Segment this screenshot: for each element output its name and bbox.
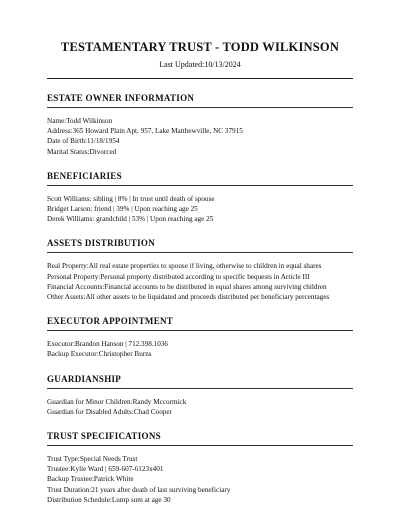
beneficiary-line: Bridget Larson: friend | 39% | Upon reaching age 25 [47, 205, 198, 214]
beneficiary-line: Scott Williams: sibling | 8% | In trust until death of spouse [47, 194, 215, 203]
asset-other: Other Assets:All other assets to be liquidated and proceeds distributed per beneficiary percentages [47, 293, 330, 302]
distribution-schedule: Distribution Schedule:Lump sum at age 30 [47, 495, 171, 504]
guardian-minor-children: Guardian for Minor Children:Randy Mccormick [47, 397, 187, 406]
guardian-disabled-adults: Guardian for Disabled Adults:Chad Cooper [47, 407, 172, 416]
section-heading: BENEFICIARIES [47, 171, 353, 186]
asset-real-property: Real Property:All real estate properties to spouse if living, otherwise to children in equal shares [47, 262, 322, 271]
section-assets-distribution [47, 238, 353, 302]
trust-duration: Trust Duration:21 years after death of last surviving beneficiary [47, 485, 231, 494]
section-estate-owner [47, 93, 353, 157]
backup-executor-line: Backup Executor:Christopher Burns [47, 350, 152, 359]
owner-address: Address:365 Howard Plain Apt. 957, Lake Matthewville, NC 37915 [47, 127, 243, 136]
section-guardianship [47, 374, 353, 417]
section-heading: GUARDIANSHIP [47, 374, 353, 389]
trustee: Trustee:Kylie Ward | 659-607-6123x401 [47, 465, 164, 474]
owner-name: Name:Todd Wilkinson [47, 117, 113, 125]
section-heading: EXECUTOR APPOINTMENT [47, 316, 353, 331]
section-heading: ASSETS DISTRIBUTION [47, 238, 353, 253]
section-heading: ESTATE OWNER INFORMATION [47, 93, 353, 108]
backup-trustee: Backup Trustee:Patrick White [47, 475, 134, 484]
asset-personal-property: Personal Property:Personal property distributed according to specific bequests in Article III [47, 272, 310, 281]
title-divider [47, 78, 353, 79]
owner-marital-status: Marital Status:Divorced [47, 147, 117, 156]
section-executor-appointment [47, 316, 353, 359]
section-heading: TRUST SPECIFICATIONS [47, 431, 353, 446]
trust-type: Trust Type:Special Needs Trust [47, 455, 138, 464]
asset-financial-accounts: Financial Accounts:Financial accounts to be distributed in equal shares among surviving children [47, 282, 327, 291]
beneficiary-line: Derek Williams: grandchild | 53% | Upon reaching age 25 [47, 215, 214, 224]
executor-line: Executor:Brandon Hanson | 712.398.1036 [47, 340, 169, 349]
owner-dob: Date of Birth:11/18/1954 [47, 137, 120, 146]
section-beneficiaries [47, 171, 353, 225]
last-updated: Last Updated:10/13/2024 [159, 60, 241, 69]
document-title: TESTAMENTARY TRUST - TODD WILKINSON [60, 40, 340, 54]
section-trust-specifications [47, 431, 353, 505]
